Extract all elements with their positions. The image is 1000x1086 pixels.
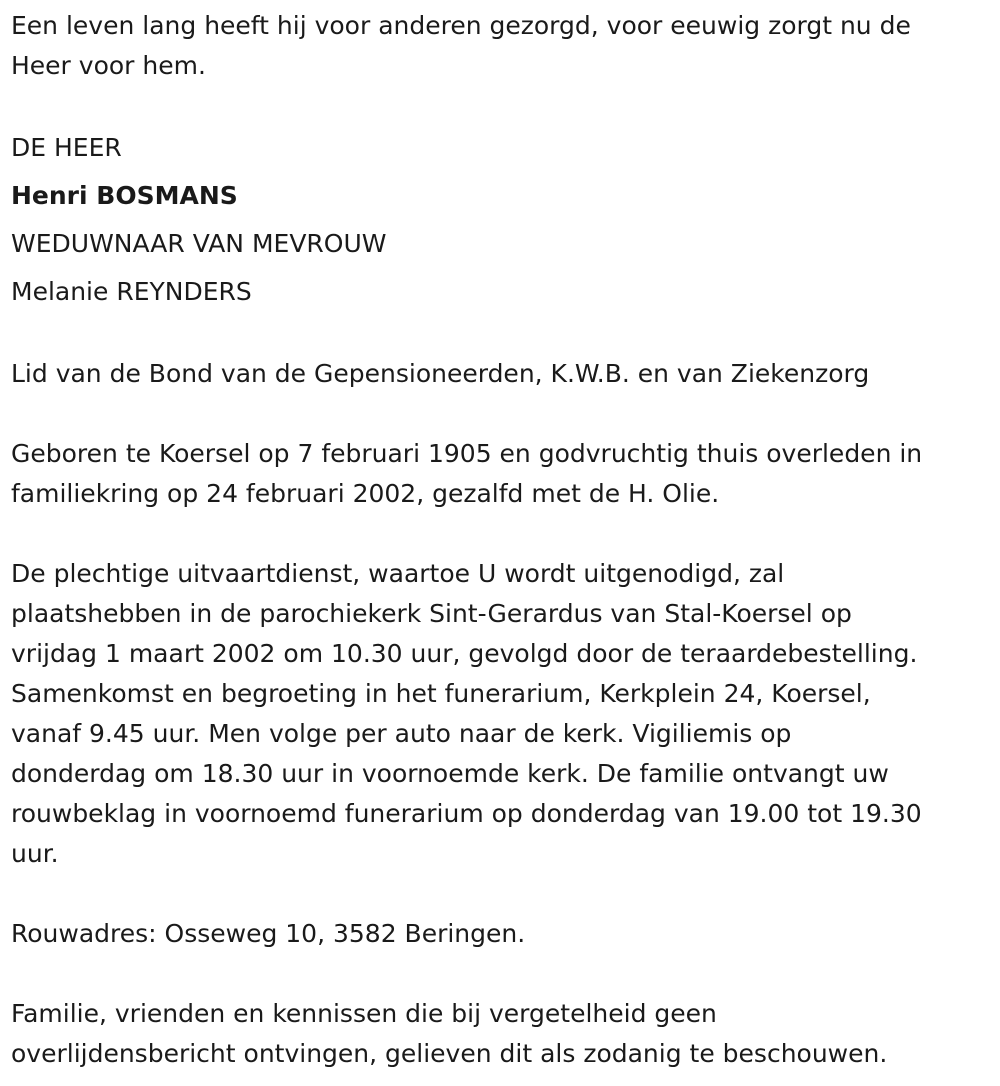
deceased-relation: WEDUWNAAR VAN MEVROUW xyxy=(11,229,387,258)
deceased-title: DE HEER xyxy=(11,133,122,162)
closing-paragraph xyxy=(11,994,990,1074)
funeral-line: donderdag om 18.30 uur in voornoemde kerk. De familie ontvangt uw xyxy=(11,759,889,788)
funeral-line: Samenkomst en begroeting in het funerarium, Kerkplein 24, Koersel, xyxy=(11,679,871,708)
intro-line-1: Een leven lang heeft hij voor anderen gezorgd, voor eeuwig zorgt nu de xyxy=(11,11,911,40)
funeral-line: uur. xyxy=(11,839,59,868)
deceased-name: Henri BOSMANS xyxy=(11,181,238,210)
deceased-block xyxy=(11,124,990,316)
funeral-line: plaatshebben in de parochiekerk Sint-Gerardus van Stal-Koersel op xyxy=(11,599,852,628)
birth-death-line-1: Geboren te Koersel op 7 februari 1905 en godvruchtig thuis overleden in xyxy=(11,439,923,468)
closing-line-2: overlijdensbericht ontvingen, gelieven dit als zodanig te beschouwen. xyxy=(11,1039,888,1068)
funeral-line: rouwbeklag in voornoemd funerarium op donderdag van 19.00 tot 19.30 xyxy=(11,799,922,828)
membership-paragraph: Lid van de Bond van de Gepensioneerden, K.W.B. en van Ziekenzorg xyxy=(11,359,870,388)
mourning-address: Rouwadres: Osseweg 10, 3582 Beringen. xyxy=(11,919,526,948)
closing-line-1: Familie, vrienden en kennissen die bij vergetelheid geen xyxy=(11,999,717,1028)
funeral-line: vrijdag 1 maart 2002 om 10.30 uur, gevolgd door de teraardebestelling. xyxy=(11,639,918,668)
birth-death-paragraph xyxy=(11,434,990,514)
funeral-line: De plechtige uitvaartdienst, waartoe U wordt uitgenodigd, zal xyxy=(11,559,785,588)
intro-line-2: Heer voor hem. xyxy=(11,51,206,80)
funeral-paragraph xyxy=(11,554,990,874)
spouse-name: Melanie REYNDERS xyxy=(11,277,252,306)
intro-paragraph xyxy=(11,6,990,86)
birth-death-line-2: familiekring op 24 februari 2002, gezalfd met de H. Olie. xyxy=(11,479,720,508)
funeral-line: vanaf 9.45 uur. Men volge per auto naar de kerk. Vigiliemis op xyxy=(11,719,792,748)
